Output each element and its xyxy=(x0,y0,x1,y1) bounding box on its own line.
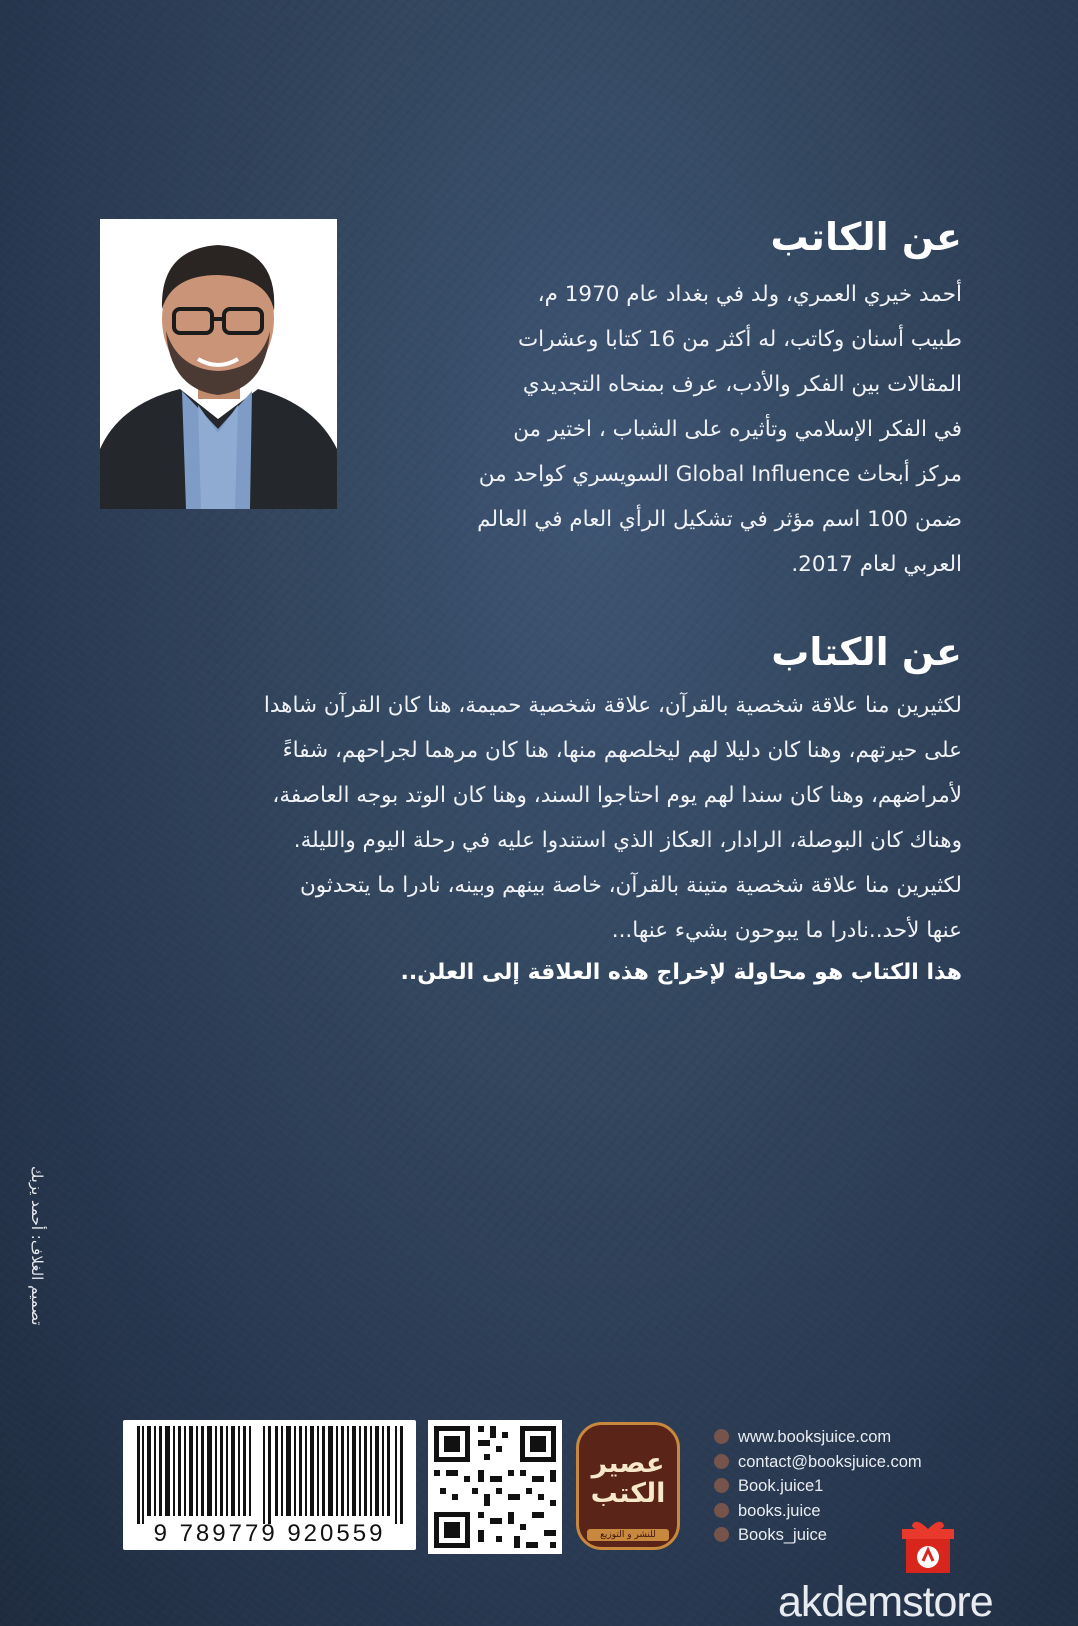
book-description-line: وهناك كان البوصلة، الرادار، العكاز الذي استندوا عليه في رحلة اليوم والليلة. xyxy=(293,828,962,853)
book-description-line: لكثيرين منا علاقة شخصية بالقرآن، علاقة شخصية حميمة، هنا كان القرآن شاهدا xyxy=(263,693,962,718)
author-bio-line: أحمد خيري العمري، ولد في بغداد عام 1970 م، xyxy=(537,282,962,307)
qr-code-graphic xyxy=(428,1420,562,1554)
author-bio-line: مركز أبحاث Global Influence السويسري كواحد من xyxy=(478,462,962,487)
contact-text: Books_juice xyxy=(738,1526,827,1544)
book-heading: عن الكتاب xyxy=(771,630,962,674)
book-description-line: على حيرتهم، وهنا كان دليلا لهم ليخلصهم منها، هنا كان مرهما لجراحهم، شفاءً xyxy=(282,738,962,763)
globe-icon xyxy=(714,1429,729,1444)
author-bio-line: ضمن 100 اسم مؤثر في تشكيل الرأي العام في العالم xyxy=(477,507,962,532)
publisher-logo-line2: الكتب xyxy=(590,1478,666,1509)
instagram-icon xyxy=(714,1503,729,1518)
book-description xyxy=(122,683,962,953)
author-photo xyxy=(100,219,337,509)
mail-icon xyxy=(714,1454,729,1469)
contact-list xyxy=(714,1428,922,1551)
author-bio-line: العربي لعام 2017. xyxy=(791,552,962,577)
author-bio xyxy=(422,272,962,587)
contact-website[interactable] xyxy=(714,1428,922,1453)
isbn-barcode xyxy=(123,1420,416,1550)
store-gift-icon xyxy=(898,1515,958,1577)
author-portrait xyxy=(100,219,337,509)
contact-text: contact@booksjuice.com xyxy=(738,1452,922,1471)
contact-email[interactable] xyxy=(714,1453,922,1478)
qr-code xyxy=(428,1420,562,1554)
store-watermark: akdemstore xyxy=(778,1578,993,1626)
author-bio-line: في الفكر الإسلامي وتأثيره على الشباب ، اختير من xyxy=(513,417,962,442)
contact-text: Book.juice1 xyxy=(738,1477,824,1495)
barcode-bars xyxy=(123,1426,416,1526)
contact-facebook[interactable] xyxy=(714,1477,922,1502)
author-bio-line: المقالات بين الفكر والأدب، عرف بمنحاه التجديدي xyxy=(522,372,962,397)
facebook-icon xyxy=(714,1478,729,1493)
cover-designer-credit: تصميم الغلاف: أحمد يزبك xyxy=(28,1165,46,1325)
publisher-logo xyxy=(576,1422,680,1550)
publisher-logo-line1: عصير xyxy=(591,1448,665,1479)
book-description-line: لأمراضهم، وهنا كان سندا لهم يوم احتاجوا السند، وهنا كان الوتد بوجه العاصفة، xyxy=(272,783,962,808)
contact-text: www.booksjuice.com xyxy=(738,1428,892,1446)
twitter-icon xyxy=(714,1527,729,1542)
contact-text: books.juice xyxy=(738,1501,821,1520)
author-heading: عن الكاتب xyxy=(770,215,962,259)
author-bio-line: طبيب أسنان وكاتب، له أكثر من 16 كتابا وعشرات xyxy=(517,327,962,352)
contact-instagram[interactable] xyxy=(714,1502,922,1527)
publisher-tagline: للنشر و التوزيع xyxy=(587,1529,669,1541)
contact-twitter[interactable] xyxy=(714,1526,922,1551)
book-closing-line: هذا الكتاب هو محاولة لإخراج هذه العلاقة إلى العلن.. xyxy=(400,960,962,985)
isbn-number: 9 789779 920559 xyxy=(153,1520,386,1547)
book-description-line: لكثيرين منا علاقة شخصية متينة بالقرآن، خاصة بينهم وبينه، نادرا ما يتحدثون xyxy=(299,873,962,898)
book-description-line: عنها لأحد..نادرا ما يبوحون بشيء عنها... xyxy=(611,918,962,943)
